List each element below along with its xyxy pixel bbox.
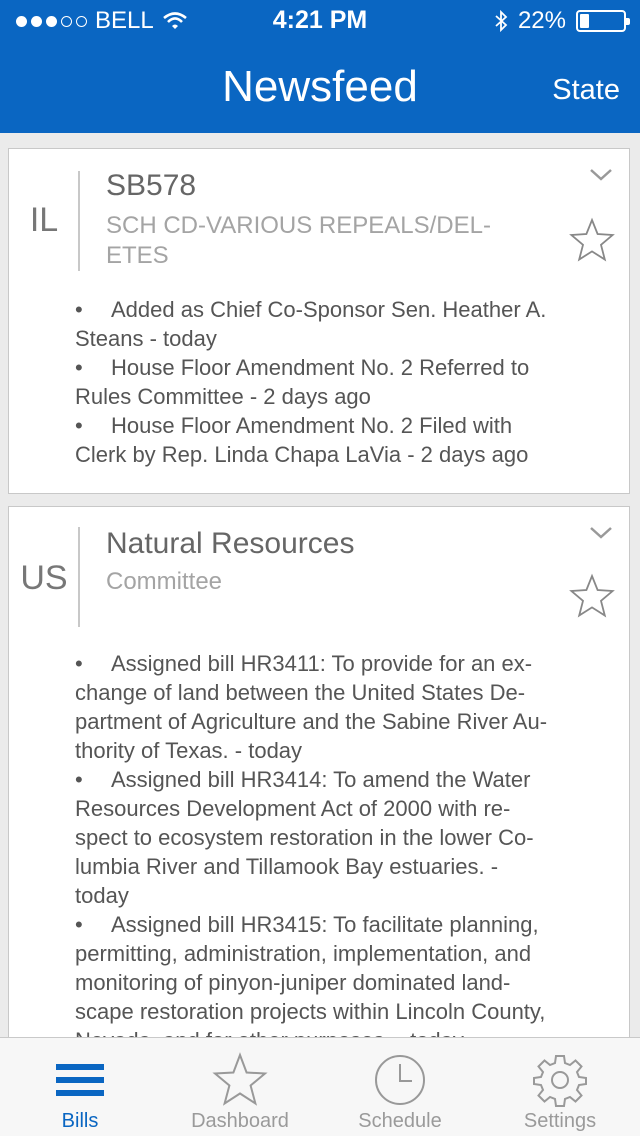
carrier-name: BELL bbox=[95, 7, 154, 34]
feed-card[interactable] bbox=[8, 506, 630, 1066]
tab-label: Dashboard bbox=[191, 1110, 289, 1132]
list-item: • Assigned bill HR3411: To provide for an ex- change of land between the United States De- partment of Agriculture and the Sabine River Au- thority of Texas. - today bbox=[75, 651, 548, 763]
bill-subtitle: SCH CD-VARIOUS REPEALS/DEL- ETES bbox=[106, 212, 491, 269]
chevron-down-icon[interactable] bbox=[589, 163, 613, 187]
bill-title: SB578 bbox=[106, 169, 197, 202]
bills-icon bbox=[52, 1052, 108, 1108]
bill-subtitle: Committee bbox=[106, 568, 223, 595]
tab-label: Schedule bbox=[358, 1110, 442, 1132]
tab-schedule[interactable] bbox=[320, 1038, 480, 1136]
bill-title: Natural Resources bbox=[106, 527, 355, 560]
tab-bills[interactable] bbox=[0, 1038, 160, 1136]
updates-list bbox=[75, 649, 595, 1055]
page-title: Newsfeed bbox=[222, 62, 418, 111]
battery-percent: 22% bbox=[517, 7, 566, 34]
tab-bar bbox=[0, 1037, 640, 1136]
star-icon[interactable] bbox=[569, 217, 615, 263]
star-icon bbox=[212, 1052, 268, 1108]
tab-label: Settings bbox=[523, 1110, 597, 1132]
list-item: • Assigned bill HR3415: To facilitate planning, permitting, administration, implementation, and monitoring of pinyon-juniper dominated land- scape restoration projects within Lincoln County, bbox=[75, 912, 546, 1024]
list-item: • Added as Chief Co-Sponsor Sen. Heather A. Steans - today bbox=[75, 297, 547, 351]
status-bar bbox=[0, 0, 640, 40]
jurisdiction-label: US bbox=[20, 559, 68, 597]
gear-icon bbox=[532, 1052, 588, 1108]
newsfeed-list[interactable] bbox=[0, 133, 640, 1037]
battery-icon bbox=[576, 10, 626, 32]
divider bbox=[78, 527, 80, 627]
bluetooth-icon bbox=[494, 9, 508, 33]
clock-icon bbox=[372, 1052, 428, 1108]
jurisdiction-label: IL bbox=[29, 201, 59, 239]
list-item: • Assigned bill HR3414: To amend the Water Resources Development Act of 2000 with re- spect to ecosystem restoration in the lower Co- lumbia River and Tillamook Bay estuaries. - today bbox=[75, 767, 534, 908]
tab-label: Bills bbox=[61, 1110, 99, 1132]
list-item: • House Floor Amendment No. 2 Filed with Clerk by Rep. Linda Chapa LaVia - 2 days ago bbox=[75, 413, 529, 467]
updates-list bbox=[75, 295, 595, 469]
list-item: • House Floor Amendment No. 2 Referred to Rules Committee - 2 days ago bbox=[75, 355, 530, 409]
star-icon[interactable] bbox=[569, 573, 615, 619]
clock-time: 4:21 PM bbox=[272, 6, 368, 34]
tab-settings[interactable] bbox=[480, 1038, 640, 1136]
feed-card[interactable] bbox=[8, 148, 630, 494]
state-button[interactable]: State bbox=[552, 74, 620, 106]
chevron-down-icon[interactable] bbox=[589, 521, 613, 545]
tab-dashboard[interactable] bbox=[160, 1038, 320, 1136]
divider bbox=[78, 171, 80, 271]
header bbox=[0, 0, 640, 133]
